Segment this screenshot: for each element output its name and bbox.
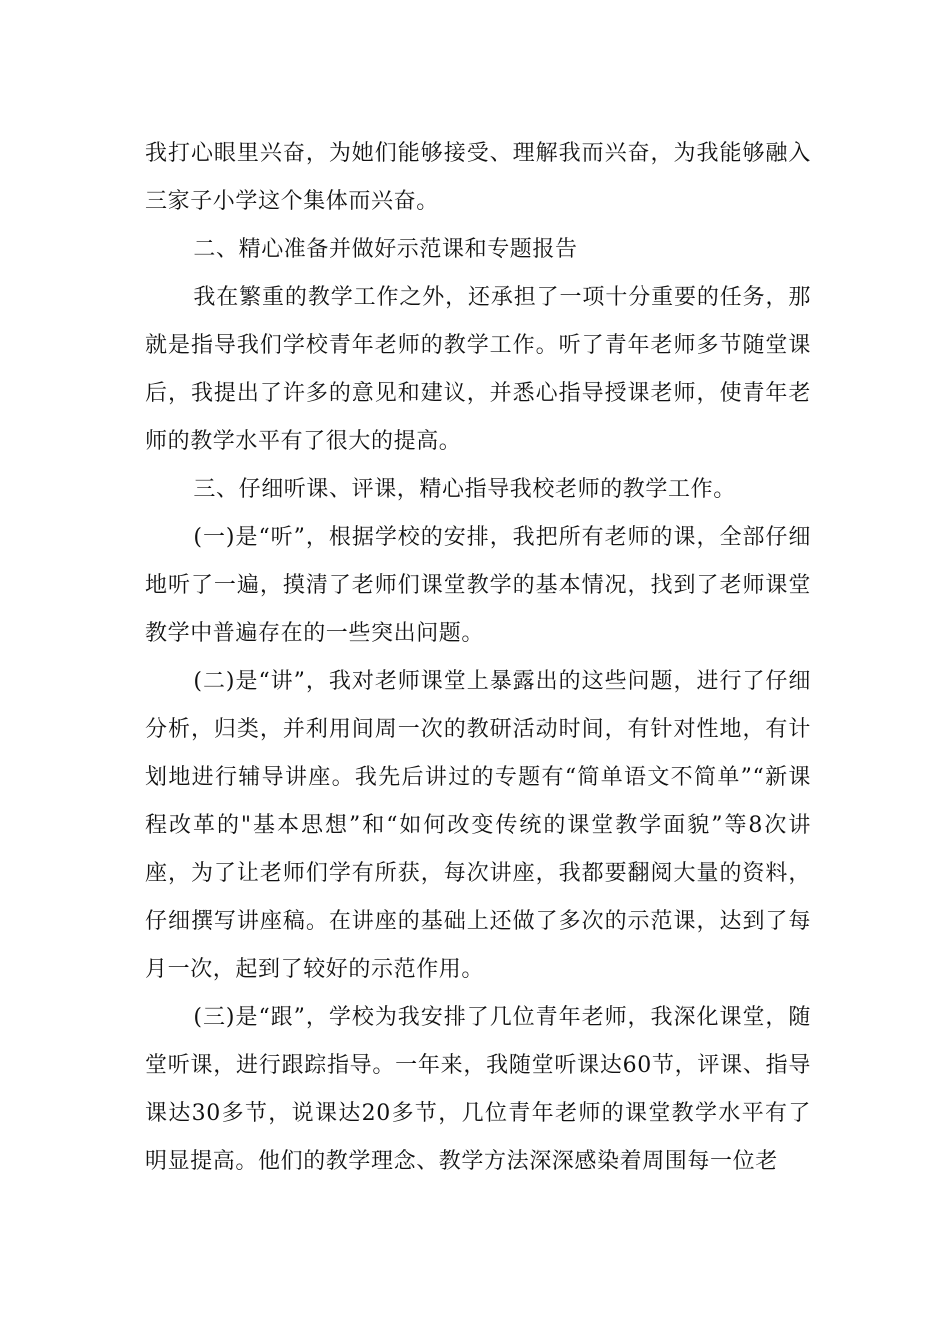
paragraph-follow: (三)是“跟”，学校为我安排了几位青年老师，我深化课堂，随堂听课，进行跟踪指导。一年来，我随堂听课达60节，评课、指导课达30多节，说课达20多节，几位青年老师的课堂教学水平有了明显提高。他们的教学理念、教学方法深深感染着周围每一位老 [145,1005,811,1174]
paragraph-continuation: 我打心眼里兴奋，为她们能够接受、理解我而兴奋，为我能够融入三家子小学这个集体而兴奋。 [145,141,811,214]
paragraph-lecture: (二)是“讲”，我对老师课堂上暴露出的这些问题，进行了仔细分析，归类，并利用间周一次的教研活动时间，有针对性地，有计划地进行辅导讲座。我先后讲过的专题有“简单语文不简单”“新课程改革的"基本思想”和“如何改变传统的课堂教学面貌”等8次讲座，为了让老师们学有所获，每次讲座，我都要翻阅大量的资料，仔细撰写讲座稿。在讲座的基础上还做了多次的示范课，达到了每月一次，起到了较好的示范作用。 [145,669,811,982]
paragraph-guidance: 我在繁重的教学工作之外，还承担了一项十分重要的任务，那就是指导我们学校青年老师的教学工作。听了青年老师多节随堂课后，我提出了许多的意见和建议，并悉心指导授课老师，使青年老师的教学水平有了很大的提高。 [145,285,811,454]
document-body [145,130,811,1186]
section-heading-3: 三、仔细听课、评课，精心指导我校老师的教学工作。 [193,477,736,502]
paragraph-listen: (一)是“听”，根据学校的安排，我把所有老师的课，全部仔细地听了一遍，摸清了老师们课堂教学的基本情况，找到了老师课堂教学中普遍存在的一些突出问题。 [145,525,811,646]
section-heading-2: 二、精心准备并做好示范课和专题报告 [193,237,578,262]
